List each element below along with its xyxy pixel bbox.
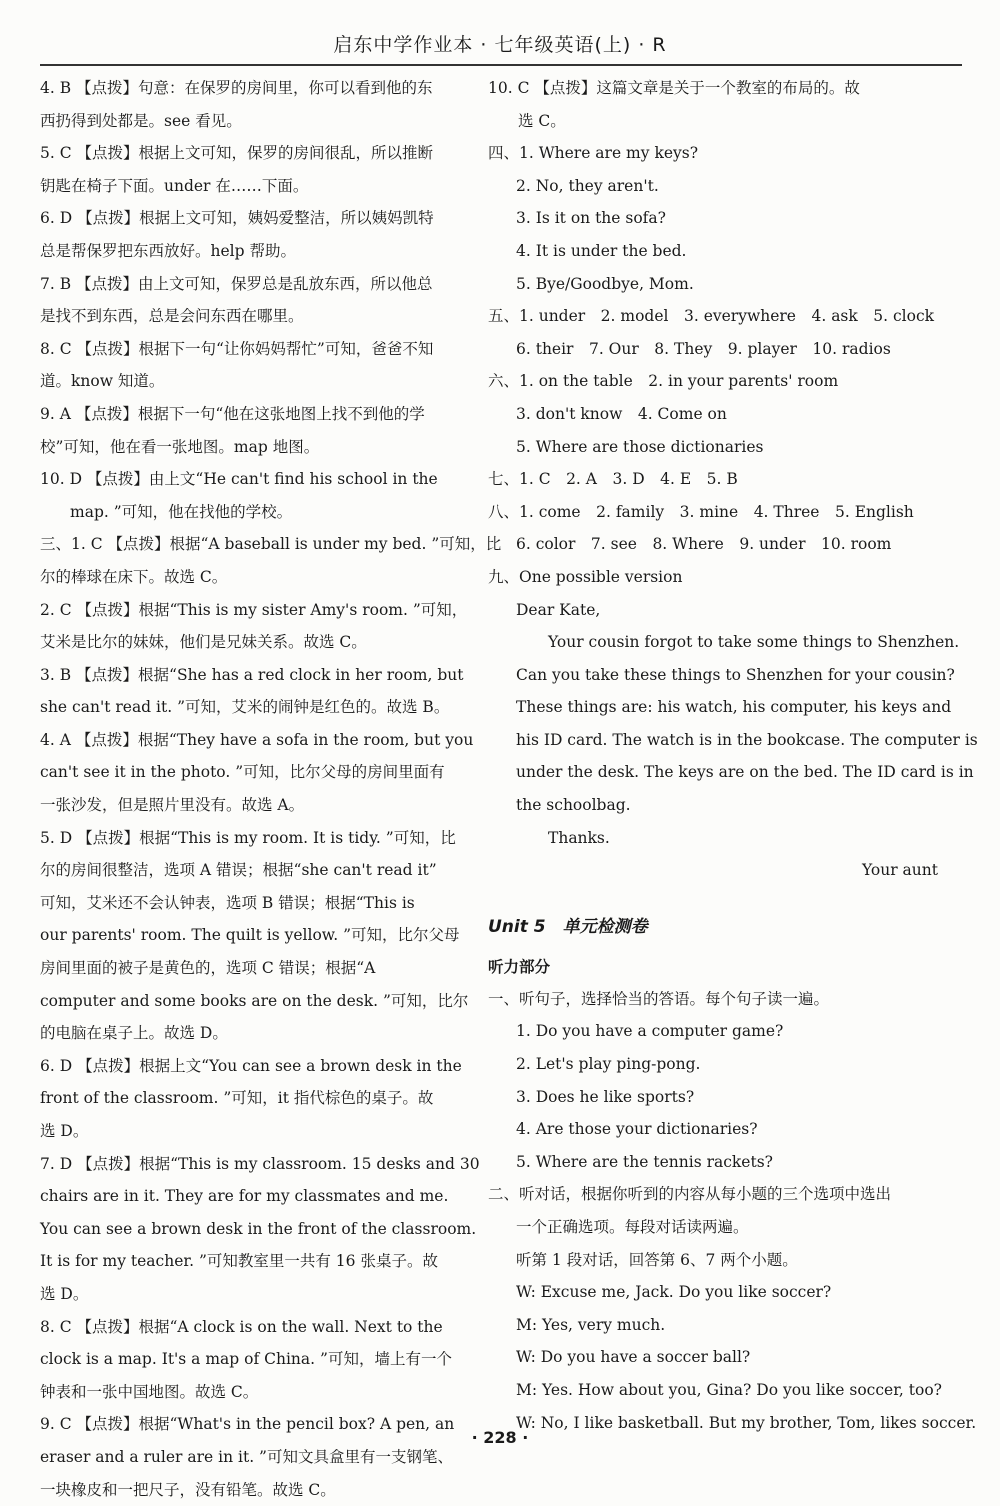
text-line: Your aunt [862, 861, 938, 880]
text-line: 校”可知，他在看一张地图。map 地图。 [40, 437, 320, 456]
text-line: 一块橡皮和一把尺子，没有铅笔。故选 C。 [40, 1480, 336, 1499]
text-line: 钥匙在椅子下面。under 在……下面。 [40, 176, 309, 195]
text-line: under the desk. The keys are on the bed. The ID card is in [516, 763, 974, 782]
text-line: Dear Kate, [516, 600, 601, 619]
listening-section [488, 983, 977, 1439]
text-line: 钟表和一张中国地图。故选 C。 [40, 1382, 259, 1401]
text-line: eraser and a ruler are in it. ”可知文具盒里有一支钢笔、 [40, 1447, 453, 1466]
header-rule [40, 64, 962, 66]
text-line: 二、听对话，根据你听到的内容从每小题的三个选项中选出 [488, 1185, 892, 1204]
text-line: 七、1. C 2. A 3. D 4. E 5. B [488, 470, 738, 489]
text-line: 4. B 【点拨】句意：在保罗的房间里，你可以看到他的东 [40, 79, 433, 97]
unit-title: Unit 5 单元检测卷 [488, 916, 648, 937]
text-line: map. ”可知，他在找他的学校。 [70, 502, 293, 521]
text-line: 选 D。 [40, 1122, 89, 1140]
text-line: 7. D 【点拨】根据“This is my classroom. 15 desks and 30 [40, 1154, 480, 1173]
text-line: 4. A 【点拨】根据“They have a sofa in the room, but you [40, 730, 474, 749]
text-line: 一个正确选项。每段对话读两遍。 [516, 1218, 749, 1236]
text-line: 9. C 【点拨】根据“What's in the pencil box? A pen, an [40, 1415, 455, 1434]
text-line: It is for my teacher. ”可知教室里一共有 16 张桌子。故 [40, 1252, 438, 1271]
text-line: 3. don't know 4. Come on [516, 404, 727, 423]
text-line: 6. D 【点拨】根据上文可知，姨妈爱整洁，所以姨妈凯特 [40, 209, 434, 228]
text-line: 尔的房间很整洁，选项 A 错误；根据“she can't read it” [40, 861, 437, 880]
right-column [488, 72, 978, 1439]
text-line: 一张沙发，但是照片里没有。故选 A。 [40, 796, 305, 815]
text-line: 2. C 【点拨】根据“This is my sister Amy's room. ”可知， [40, 600, 468, 619]
text-line: Your cousin forgot to take some things to Shenzhen. [548, 633, 960, 652]
text-line: his ID card. The watch is in the bookcase. The computer is [516, 730, 978, 749]
section-title: 听力部分 [488, 957, 551, 976]
text-line: 艾米是比尔的妹妹，他们是兄妹关系。故选 C。 [40, 633, 367, 652]
text-line: 的电脑在桌子上。故选 D。 [40, 1024, 228, 1043]
text-line: 9. A 【点拨】根据下一句“他在这张地图上找不到他的学 [40, 404, 425, 423]
text-line: 3. B 【点拨】根据“She has a red clock in her room, but [40, 665, 464, 684]
text-line: 八、1. come 2. family 3. mine 4. Three 5. English [488, 502, 914, 521]
text-line: 可知，艾米还不会认钟表，选项 B 错误；根据“This is [40, 893, 415, 912]
text-line: 5. Where are those dictionaries [516, 437, 764, 456]
text-line: 7. B 【点拨】由上文可知，保罗总是乱放东西，所以他总 [40, 274, 433, 293]
text-line: 九、One possible version [488, 567, 683, 586]
text-line: 选 C。 [518, 111, 566, 130]
text-line: 4. Are those your dictionaries? [516, 1120, 758, 1139]
text-line: 三、1. C 【点拨】根据“A baseball is under my bed. ”可知，比 [40, 535, 502, 554]
text-line: 四、1. Where are my keys? [488, 144, 699, 163]
text-line: front of the classroom. ”可知，it 指代棕色的桌子。故 [40, 1089, 434, 1108]
text-line: W: No, I like basketball. But my brother, Tom, likes soccer. [516, 1413, 977, 1432]
text-line: 3. Is it on the sofa? [516, 209, 666, 228]
text-line: 6. D 【点拨】根据上文“You can see a brown desk in the [40, 1056, 462, 1075]
text-line: can't see it in the photo. ”可知，比尔父母的房间里面有 [40, 763, 445, 782]
text-line: 5. Where are the tennis rackets? [516, 1152, 773, 1171]
text-line: 2. No, they aren't. [516, 176, 659, 195]
text-line: These things are: his watch, his computer, his keys and [516, 698, 952, 717]
text-line: 4. It is under the bed. [516, 241, 687, 260]
text-line: 1. Do you have a computer game? [516, 1022, 784, 1041]
text-line: 6. their 7. Our 8. They 9. player 10. radios [516, 339, 891, 358]
text-line: the schoolbag. [516, 796, 631, 815]
text-line: 5. D 【点拨】根据“This is my room. It is tidy. ”可知，比 [40, 828, 456, 847]
text-line: chairs are in it. They are for my classmates and me. [40, 1187, 449, 1206]
text-line: Thanks. [548, 828, 610, 847]
text-line: 6. color 7. see 8. Where 9. under 10. room [516, 535, 892, 554]
text-line: W: Do you have a soccer ball? [516, 1348, 751, 1367]
text-line: 是找不到东西，总是会问东西在哪里。 [40, 307, 304, 326]
text-line: You can see a brown desk in the front of the classroom. [40, 1219, 477, 1238]
text-line: 听第 1 段对话，回答第 6、7 两个小题。 [516, 1250, 798, 1269]
text-line: 10. D 【点拨】由上文“He can't find his school in the [40, 470, 438, 489]
text-line: 5. C 【点拨】根据上文可知，保罗的房间很乱，所以推断 [40, 144, 434, 163]
running-header: 启东中学作业本 · 七年级英语(上) · R [333, 34, 667, 56]
text-line: clock is a map. It's a map of China. ”可知，墙上有一个 [40, 1350, 452, 1369]
text-line: 10. C 【点拨】这篇文章是关于一个教室的布局的。故 [488, 79, 860, 97]
text-line: our parents' room. The quilt is yellow. ”可知，比尔父母 [40, 926, 460, 945]
text-line: W: Excuse me, Jack. Do you like soccer? [516, 1283, 832, 1302]
text-line: 5. Bye/Goodbye, Mom. [516, 274, 694, 293]
text-line: 房间里面的被子是黄色的，选项 C 错误；根据“A [40, 959, 376, 978]
text-line: Can you take these things to Shenzhen for your cousin? [516, 665, 955, 684]
text-line: 选 D。 [40, 1284, 89, 1303]
text-line: M: Yes. How about you, Gina? Do you like soccer, too? [516, 1380, 942, 1399]
answers-section [488, 72, 978, 887]
text-line: 3. Does he like sports? [516, 1087, 695, 1106]
text-line: 一、听句子，选择恰当的答语。每个句子读一遍。 [488, 989, 830, 1008]
text-line: 8. C 【点拨】根据“A clock is on the wall. Next to the [40, 1317, 443, 1336]
text-line: 五、1. under 2. model 3. everywhere 4. ask 5. clock [488, 307, 935, 326]
text-line: 2. Let's play ping-pong. [516, 1055, 701, 1074]
text-line: 六、1. on the table 2. in your parents' room [488, 372, 839, 391]
text-line: 总是帮保罗把东西放好。help 帮助。 [40, 241, 296, 260]
text-line: M: Yes, very much. [516, 1315, 666, 1334]
text-line: 道。know 知道。 [40, 372, 165, 391]
page-number: · 228 · [471, 1428, 529, 1447]
text-line: computer and some books are on the desk. ”可知，比尔 [40, 991, 469, 1010]
text-line: 尔的棒球在床下。故选 C。 [40, 567, 228, 586]
text-line: she can't read it. ”可知，艾米的闹钟是红色的。故选 B。 [40, 698, 450, 717]
text-line: 8. C 【点拨】根据下一句“让你妈妈帮忙”可知，爸爸不知 [40, 339, 434, 358]
text-line: 西扔得到处都是。see 看见。 [40, 111, 242, 130]
